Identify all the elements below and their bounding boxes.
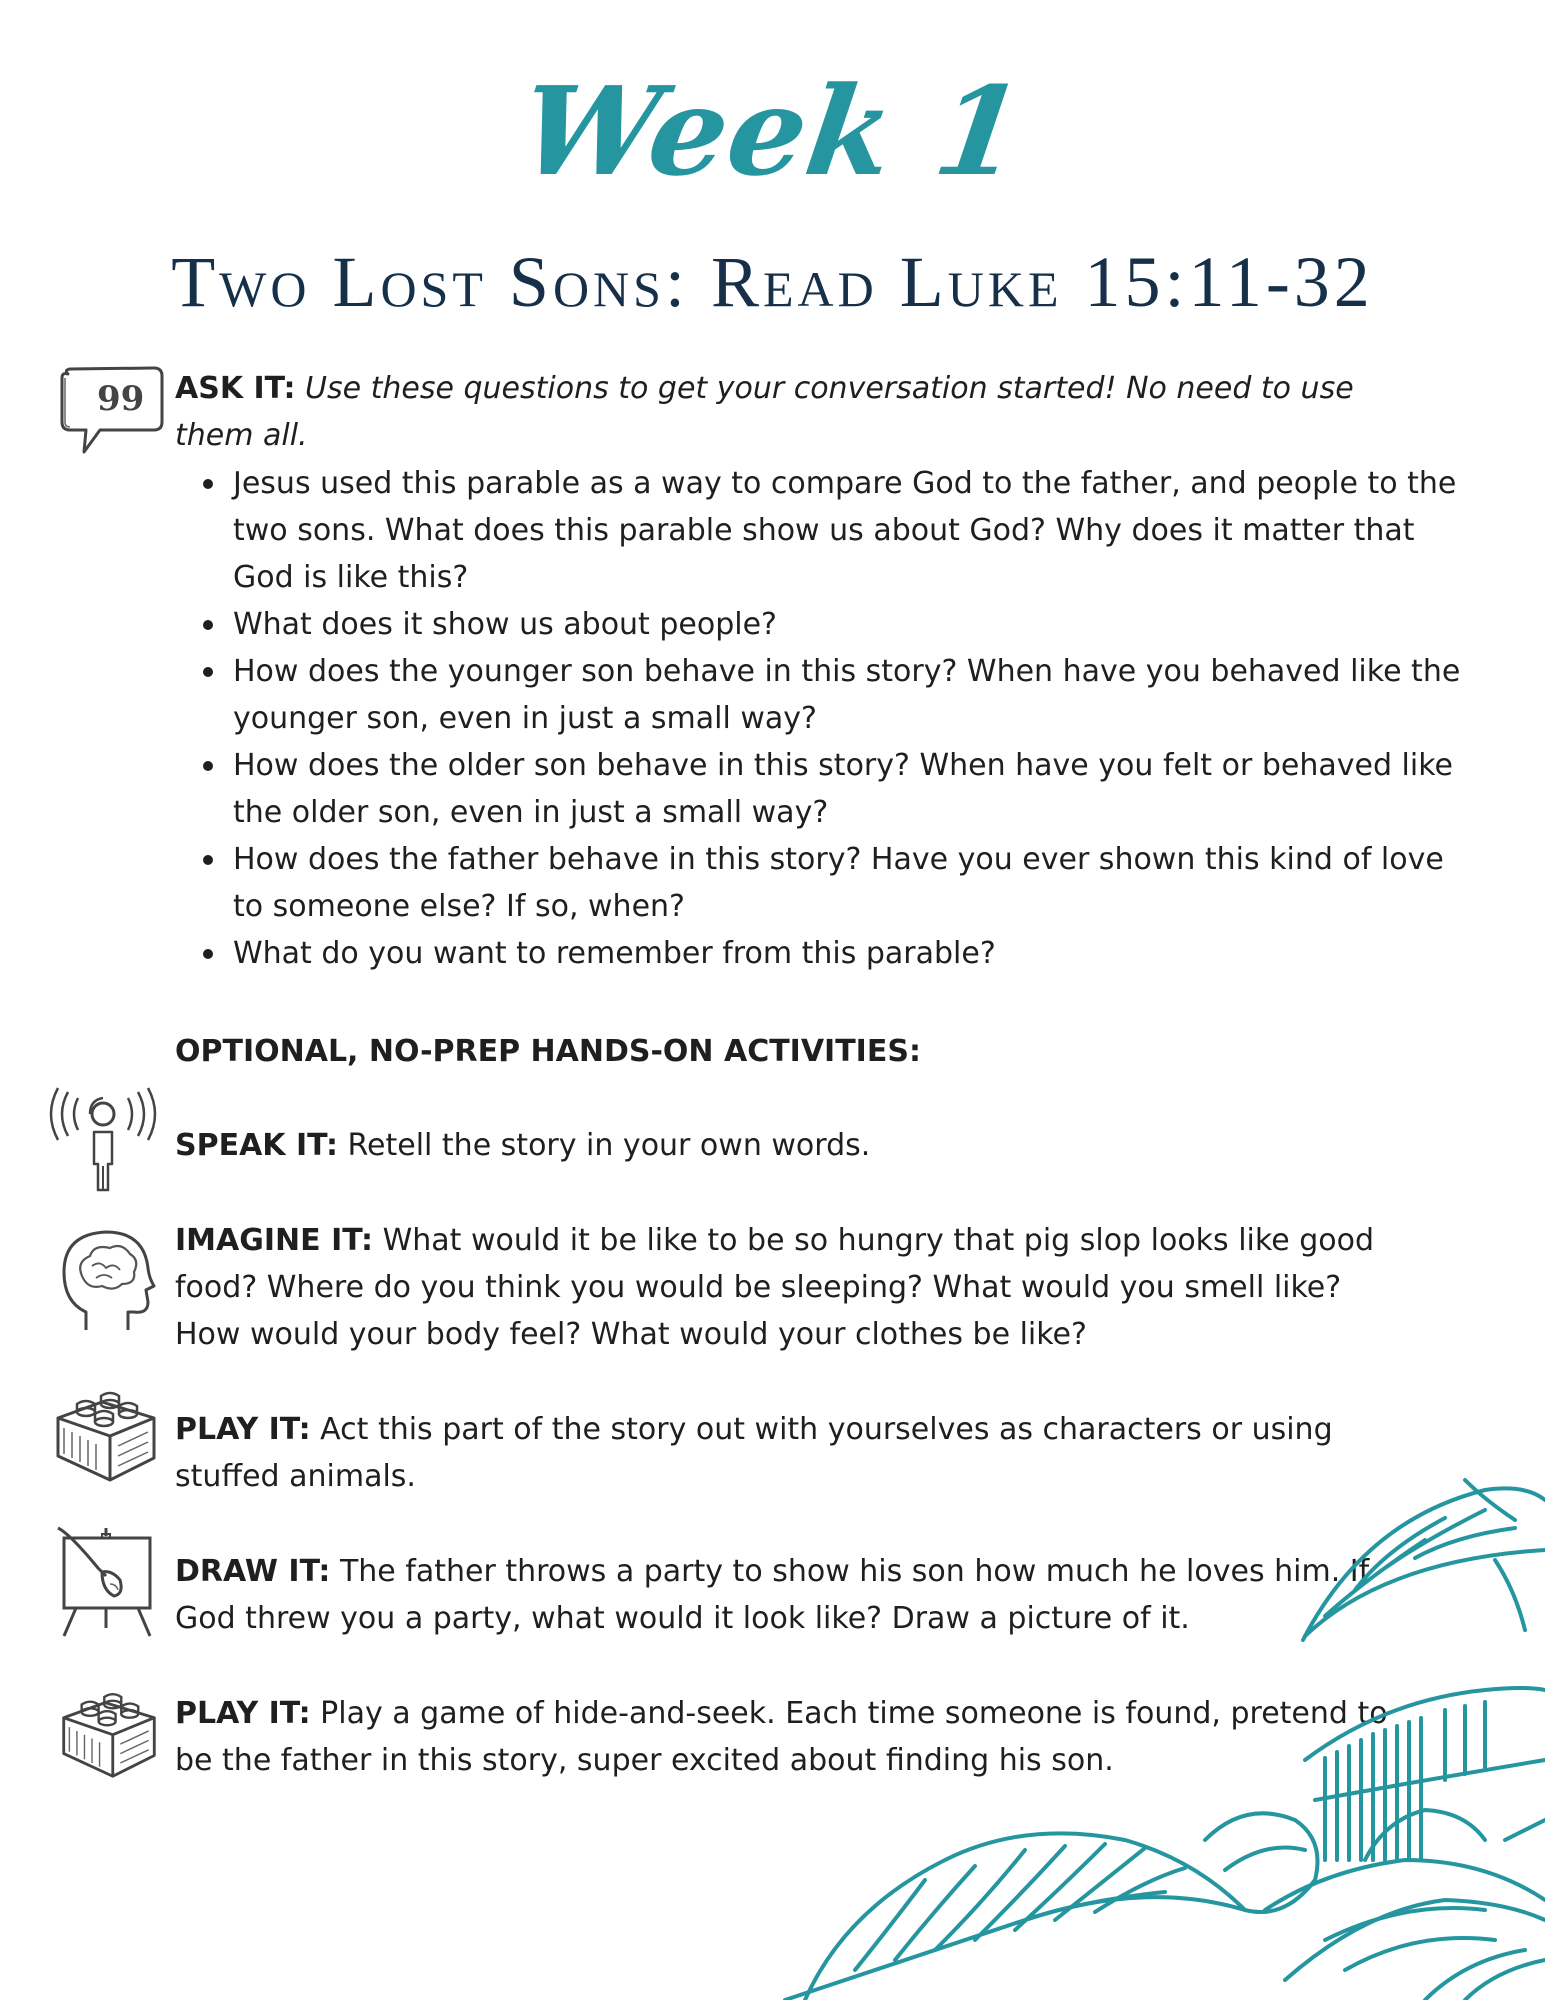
speak-it-text: Retell the story in your own words. <box>347 1128 871 1163</box>
speak-it-label: SPEAK IT: <box>175 1128 338 1163</box>
list-item: How does the older son behave in this story? When have you felt or behaved like the older son, even in just a small way? <box>233 742 1463 836</box>
easel-brush-icon <box>54 1524 164 1640</box>
imagine-it-label: IMAGINE IT: <box>175 1223 374 1258</box>
page-title: Two Lost Sons: Read Luke 15:11-32 <box>171 242 1374 322</box>
play-it-text: Act this part of the story out with yourselves as characters or using stuffed animals. <box>175 1412 1333 1494</box>
imagine-it-activity <box>175 1217 1405 1358</box>
ask-label: ASK IT: <box>175 371 296 406</box>
week-title: Week 1 <box>512 59 1033 203</box>
question-list <box>175 460 1463 977</box>
draw-it-label: DRAW IT: <box>175 1554 331 1589</box>
svg-text:99: 99 <box>97 379 145 419</box>
speech-bubble-icon <box>56 364 168 460</box>
list-item: What do you want to remember from this parable? <box>233 930 1463 977</box>
ask-intro-text: Use these questions to get your conversation started! No need to use them all. <box>175 371 1354 453</box>
speaker-person-icon <box>48 1086 158 1194</box>
imagine-it-text: What would it be like to be so hungry that pig slop looks like good food? Where do you think you would be sleeping? What would you smell like? How would your body feel? What would your clothes be like? <box>175 1223 1374 1352</box>
list-item: How does the younger son behave in this story? When have you behaved like the younger son, even in just a small way? <box>233 648 1463 742</box>
speak-it-activity <box>175 1122 1405 1169</box>
lego-brick-icon <box>58 1680 160 1780</box>
play-it-text: Play a game of hide-and-seek. Each time someone is found, pretend to be the father in this story, super excited about finding his son. <box>175 1696 1388 1778</box>
list-item: What does it show us about people? <box>233 601 1463 648</box>
list-item: How does the father behave in this story? Have you ever shown this kind of love to someone else? If so, when? <box>233 836 1463 930</box>
play-it-label: PLAY IT: <box>175 1412 311 1447</box>
optional-activities-heading: OPTIONAL, NO-PREP HANDS-ON ACTIVITIES: <box>175 1034 921 1069</box>
ask-section-intro <box>175 365 1405 459</box>
list-item: Jesus used this parable as a way to compare God to the father, and people to the two sons. What does this parable show us about God? Why does it matter that God is like this? <box>233 460 1463 601</box>
draw-it-text: The father throws a party to show his son how much he loves him. If God threw you a party, what would it look like? Draw a picture of it. <box>175 1554 1370 1636</box>
lego-brick-icon <box>52 1378 160 1484</box>
head-brain-icon <box>56 1226 156 1338</box>
play-it-label: PLAY IT: <box>175 1696 311 1731</box>
leaf-illustration-icon <box>725 1440 1545 2000</box>
